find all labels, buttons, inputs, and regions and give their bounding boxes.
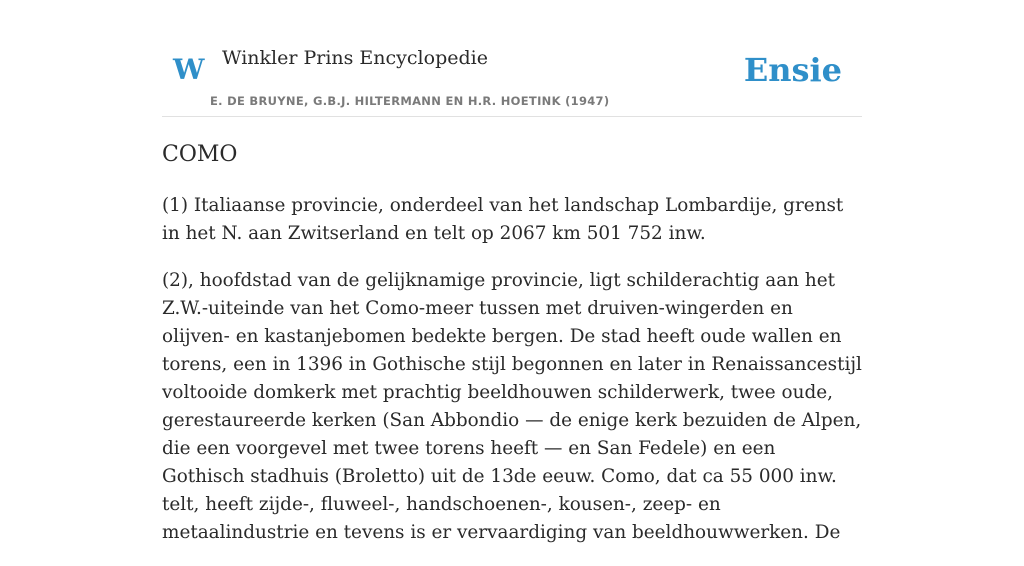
article-paragraph: (2), hoofdstad van de gelijknamige provincie, ligt schilderachtig aan het Z.W.-uiteinde van het Como-meer tussen met druiven-wingerden en olijven- en kastanjebomen bedekte bergen. De stad heeft oude wallen en torens, een in 1396 in Gothische stijl begonnen en later in Renaissancestijl voltooide domkerk met prachtig beeldhouwen schilderwerk, twee oude, gerestaureerde kerken (San Abbondio — de enige kerk bezuiden de Alpen, die een voorgevel met twee torens heeft — en San Fedele) en een Gothisch stadhuis (Broletto) uit de 13de eeuw. Como, dat ca 55 000 inw. telt, heeft zijde-, fluweel-, handschoenen-, kousen-, zeep- en metaalindustrie en tevens is er vervaardiging van beeldhouwwerken. De — [162, 270, 862, 543]
page-title: COMO — [162, 142, 238, 167]
source-authors: E. DE BRUYNE, G.B.J. HILTERMANN EN H.R. HOETINK (1947) — [210, 94, 610, 108]
article-paragraph: (1) Italiaanse provincie, onderdeel van het landschap Lombardije, grenst in het N. aan Zwitserland en telt op 2067 km 501 752 inw. — [162, 195, 844, 244]
page — [162, 0, 862, 543]
article-body — [162, 192, 862, 566]
source-title[interactable]: Winkler Prins Encyclopedie — [222, 47, 488, 69]
ensie-logo-link[interactable]: Ensie — [743, 51, 842, 89]
header — [162, 0, 862, 117]
logo-w-icon[interactable]: W — [173, 53, 205, 86]
